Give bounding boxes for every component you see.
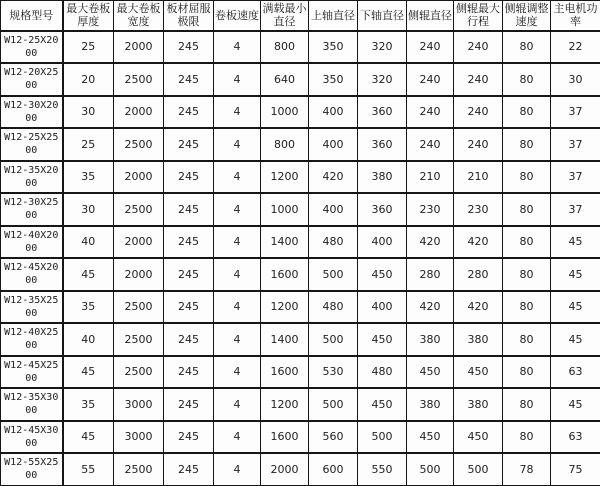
value-cell: 240: [407, 128, 454, 161]
value-cell: 320: [358, 63, 407, 96]
model-cell: W12-45X2000: [1, 258, 63, 291]
value-cell: 40: [63, 323, 114, 356]
value-cell: 450: [454, 421, 503, 454]
value-cell: 240: [407, 31, 454, 64]
column-header: 规格型号: [1, 1, 63, 31]
value-cell: 245: [164, 388, 214, 421]
value-cell: 450: [358, 323, 407, 356]
column-header: 侧辊直径: [407, 1, 454, 31]
model-cell: W12-40X2500: [1, 323, 63, 356]
value-cell: 4: [214, 161, 261, 194]
value-cell: 75: [551, 453, 600, 486]
value-cell: 2500: [114, 453, 164, 486]
value-cell: 380: [407, 388, 454, 421]
value-cell: 3000: [114, 388, 164, 421]
value-cell: 45: [63, 258, 114, 291]
value-cell: 230: [407, 193, 454, 226]
model-cell: W12-25X2500: [1, 128, 63, 161]
value-cell: 500: [407, 453, 454, 486]
value-cell: 4: [214, 323, 261, 356]
value-cell: 4: [214, 226, 261, 259]
value-cell: 800: [261, 128, 309, 161]
table-row: [1, 161, 600, 194]
value-cell: 2500: [114, 128, 164, 161]
table-row: [1, 291, 600, 324]
table-head: [1, 1, 600, 31]
value-cell: 25: [63, 31, 114, 64]
column-header: 满载最小直径: [261, 1, 309, 31]
value-cell: 2000: [114, 96, 164, 129]
value-cell: 560: [309, 421, 358, 454]
table-row: [1, 193, 600, 226]
value-cell: 1200: [261, 388, 309, 421]
value-cell: 2000: [114, 226, 164, 259]
value-cell: 1200: [261, 291, 309, 324]
value-cell: 380: [454, 323, 503, 356]
value-cell: 80: [503, 258, 551, 291]
value-cell: 500: [309, 323, 358, 356]
value-cell: 245: [164, 323, 214, 356]
value-cell: 20: [63, 63, 114, 96]
model-cell: W12-35X3000: [1, 388, 63, 421]
value-cell: 210: [454, 161, 503, 194]
value-cell: 2000: [114, 161, 164, 194]
value-cell: 4: [214, 63, 261, 96]
value-cell: 63: [551, 356, 600, 389]
value-cell: 240: [407, 63, 454, 96]
value-cell: 240: [454, 63, 503, 96]
value-cell: 400: [358, 291, 407, 324]
value-cell: 40: [63, 226, 114, 259]
column-header: 最大卷板宽度: [114, 1, 164, 31]
value-cell: 1000: [261, 193, 309, 226]
value-cell: 450: [454, 356, 503, 389]
value-cell: 78: [503, 453, 551, 486]
value-cell: 400: [309, 128, 358, 161]
value-cell: 4: [214, 96, 261, 129]
value-cell: 25: [63, 128, 114, 161]
model-cell: W12-25X2000: [1, 31, 63, 64]
value-cell: 35: [63, 291, 114, 324]
value-cell: 240: [454, 96, 503, 129]
value-cell: 80: [503, 421, 551, 454]
value-cell: 280: [407, 258, 454, 291]
value-cell: 210: [407, 161, 454, 194]
value-cell: 4: [214, 193, 261, 226]
value-cell: 45: [63, 356, 114, 389]
value-cell: 80: [503, 356, 551, 389]
value-cell: 2500: [114, 63, 164, 96]
value-cell: 400: [309, 193, 358, 226]
value-cell: 360: [358, 128, 407, 161]
column-header: 下轴直径: [358, 1, 407, 31]
value-cell: 530: [309, 356, 358, 389]
value-cell: 450: [407, 421, 454, 454]
value-cell: 2500: [114, 193, 164, 226]
value-cell: 80: [503, 128, 551, 161]
value-cell: 245: [164, 96, 214, 129]
model-cell: W12-55X2500: [1, 453, 63, 486]
value-cell: 380: [407, 323, 454, 356]
value-cell: 450: [358, 258, 407, 291]
value-cell: 80: [503, 31, 551, 64]
value-cell: 245: [164, 453, 214, 486]
value-cell: 240: [407, 96, 454, 129]
value-cell: 37: [551, 96, 600, 129]
value-cell: 350: [309, 63, 358, 96]
value-cell: 80: [503, 291, 551, 324]
value-cell: 80: [503, 96, 551, 129]
value-cell: 37: [551, 161, 600, 194]
value-cell: 45: [551, 323, 600, 356]
value-cell: 245: [164, 356, 214, 389]
value-cell: 550: [358, 453, 407, 486]
value-cell: 245: [164, 161, 214, 194]
value-cell: 420: [309, 161, 358, 194]
value-cell: 600: [309, 453, 358, 486]
table-row: [1, 421, 600, 454]
value-cell: 480: [358, 356, 407, 389]
value-cell: 80: [503, 193, 551, 226]
value-cell: 245: [164, 258, 214, 291]
value-cell: 420: [454, 291, 503, 324]
model-cell: W12-35X2000: [1, 161, 63, 194]
value-cell: 2000: [114, 258, 164, 291]
value-cell: 45: [551, 388, 600, 421]
model-cell: W12-30X2500: [1, 193, 63, 226]
table-row: [1, 128, 600, 161]
value-cell: 80: [503, 388, 551, 421]
value-cell: 230: [454, 193, 503, 226]
value-cell: 500: [358, 421, 407, 454]
value-cell: 55: [63, 453, 114, 486]
value-cell: 480: [309, 291, 358, 324]
value-cell: 4: [214, 388, 261, 421]
value-cell: 240: [454, 128, 503, 161]
value-cell: 63: [551, 421, 600, 454]
value-cell: 480: [309, 226, 358, 259]
table-row: [1, 258, 600, 291]
value-cell: 500: [309, 388, 358, 421]
value-cell: 37: [551, 193, 600, 226]
value-cell: 350: [309, 31, 358, 64]
value-cell: 1400: [261, 323, 309, 356]
value-cell: 360: [358, 96, 407, 129]
column-header: 侧辊调整速度: [503, 1, 551, 31]
value-cell: 45: [551, 258, 600, 291]
value-cell: 450: [407, 356, 454, 389]
model-cell: W12-40X2000: [1, 226, 63, 259]
table-row: [1, 63, 600, 96]
model-cell: W12-30X2000: [1, 96, 63, 129]
value-cell: 280: [454, 258, 503, 291]
value-cell: 245: [164, 193, 214, 226]
value-cell: 2000: [114, 31, 164, 64]
value-cell: 80: [503, 161, 551, 194]
value-cell: 400: [309, 96, 358, 129]
value-cell: 4: [214, 453, 261, 486]
value-cell: 420: [454, 226, 503, 259]
table-body: [1, 31, 600, 486]
table-row: [1, 388, 600, 421]
value-cell: 80: [503, 63, 551, 96]
table-row: [1, 31, 600, 64]
value-cell: 800: [261, 31, 309, 64]
value-cell: 320: [358, 31, 407, 64]
value-cell: 4: [214, 128, 261, 161]
value-cell: 4: [214, 258, 261, 291]
value-cell: 30: [63, 96, 114, 129]
value-cell: 80: [503, 323, 551, 356]
model-cell: W12-20X2500: [1, 63, 63, 96]
value-cell: 1400: [261, 226, 309, 259]
value-cell: 420: [407, 226, 454, 259]
model-cell: W12-45X2500: [1, 356, 63, 389]
value-cell: 2500: [114, 356, 164, 389]
value-cell: 22: [551, 31, 600, 64]
value-cell: 30: [551, 63, 600, 96]
value-cell: 4: [214, 291, 261, 324]
value-cell: 240: [454, 31, 503, 64]
header-row: [1, 1, 600, 31]
value-cell: 1600: [261, 258, 309, 291]
value-cell: 45: [63, 421, 114, 454]
value-cell: 380: [358, 161, 407, 194]
value-cell: 420: [407, 291, 454, 324]
value-cell: 500: [454, 453, 503, 486]
table-row: [1, 226, 600, 259]
value-cell: 30: [63, 193, 114, 226]
value-cell: 2500: [114, 323, 164, 356]
value-cell: 245: [164, 63, 214, 96]
value-cell: 45: [551, 291, 600, 324]
column-header: 侧辊最大行程: [454, 1, 503, 31]
table-row: [1, 96, 600, 129]
value-cell: 35: [63, 161, 114, 194]
value-cell: 640: [261, 63, 309, 96]
value-cell: 4: [214, 356, 261, 389]
value-cell: 400: [358, 226, 407, 259]
value-cell: 245: [164, 31, 214, 64]
value-cell: 2500: [114, 291, 164, 324]
model-cell: W12-35X2500: [1, 291, 63, 324]
column-header: 上轴直径: [309, 1, 358, 31]
value-cell: 245: [164, 226, 214, 259]
value-cell: 1600: [261, 356, 309, 389]
value-cell: 45: [551, 226, 600, 259]
column-header: 最大卷板厚度: [63, 1, 114, 31]
value-cell: 1000: [261, 96, 309, 129]
value-cell: 4: [214, 421, 261, 454]
model-cell: W12-45X3000: [1, 421, 63, 454]
column-header: 板材屈服极限: [164, 1, 214, 31]
table-row: [1, 323, 600, 356]
value-cell: 245: [164, 128, 214, 161]
value-cell: 1600: [261, 421, 309, 454]
value-cell: 80: [503, 226, 551, 259]
value-cell: 500: [309, 258, 358, 291]
value-cell: 245: [164, 291, 214, 324]
value-cell: 245: [164, 421, 214, 454]
value-cell: 3000: [114, 421, 164, 454]
column-header: 主电机功率: [551, 1, 600, 31]
value-cell: 380: [454, 388, 503, 421]
value-cell: 450: [358, 388, 407, 421]
value-cell: 2000: [261, 453, 309, 486]
value-cell: 35: [63, 388, 114, 421]
value-cell: 360: [358, 193, 407, 226]
value-cell: 37: [551, 128, 600, 161]
value-cell: 4: [214, 31, 261, 64]
table-row: [1, 356, 600, 389]
column-header: 卷板速度: [214, 1, 261, 31]
table-row: [1, 453, 600, 486]
value-cell: 1200: [261, 161, 309, 194]
